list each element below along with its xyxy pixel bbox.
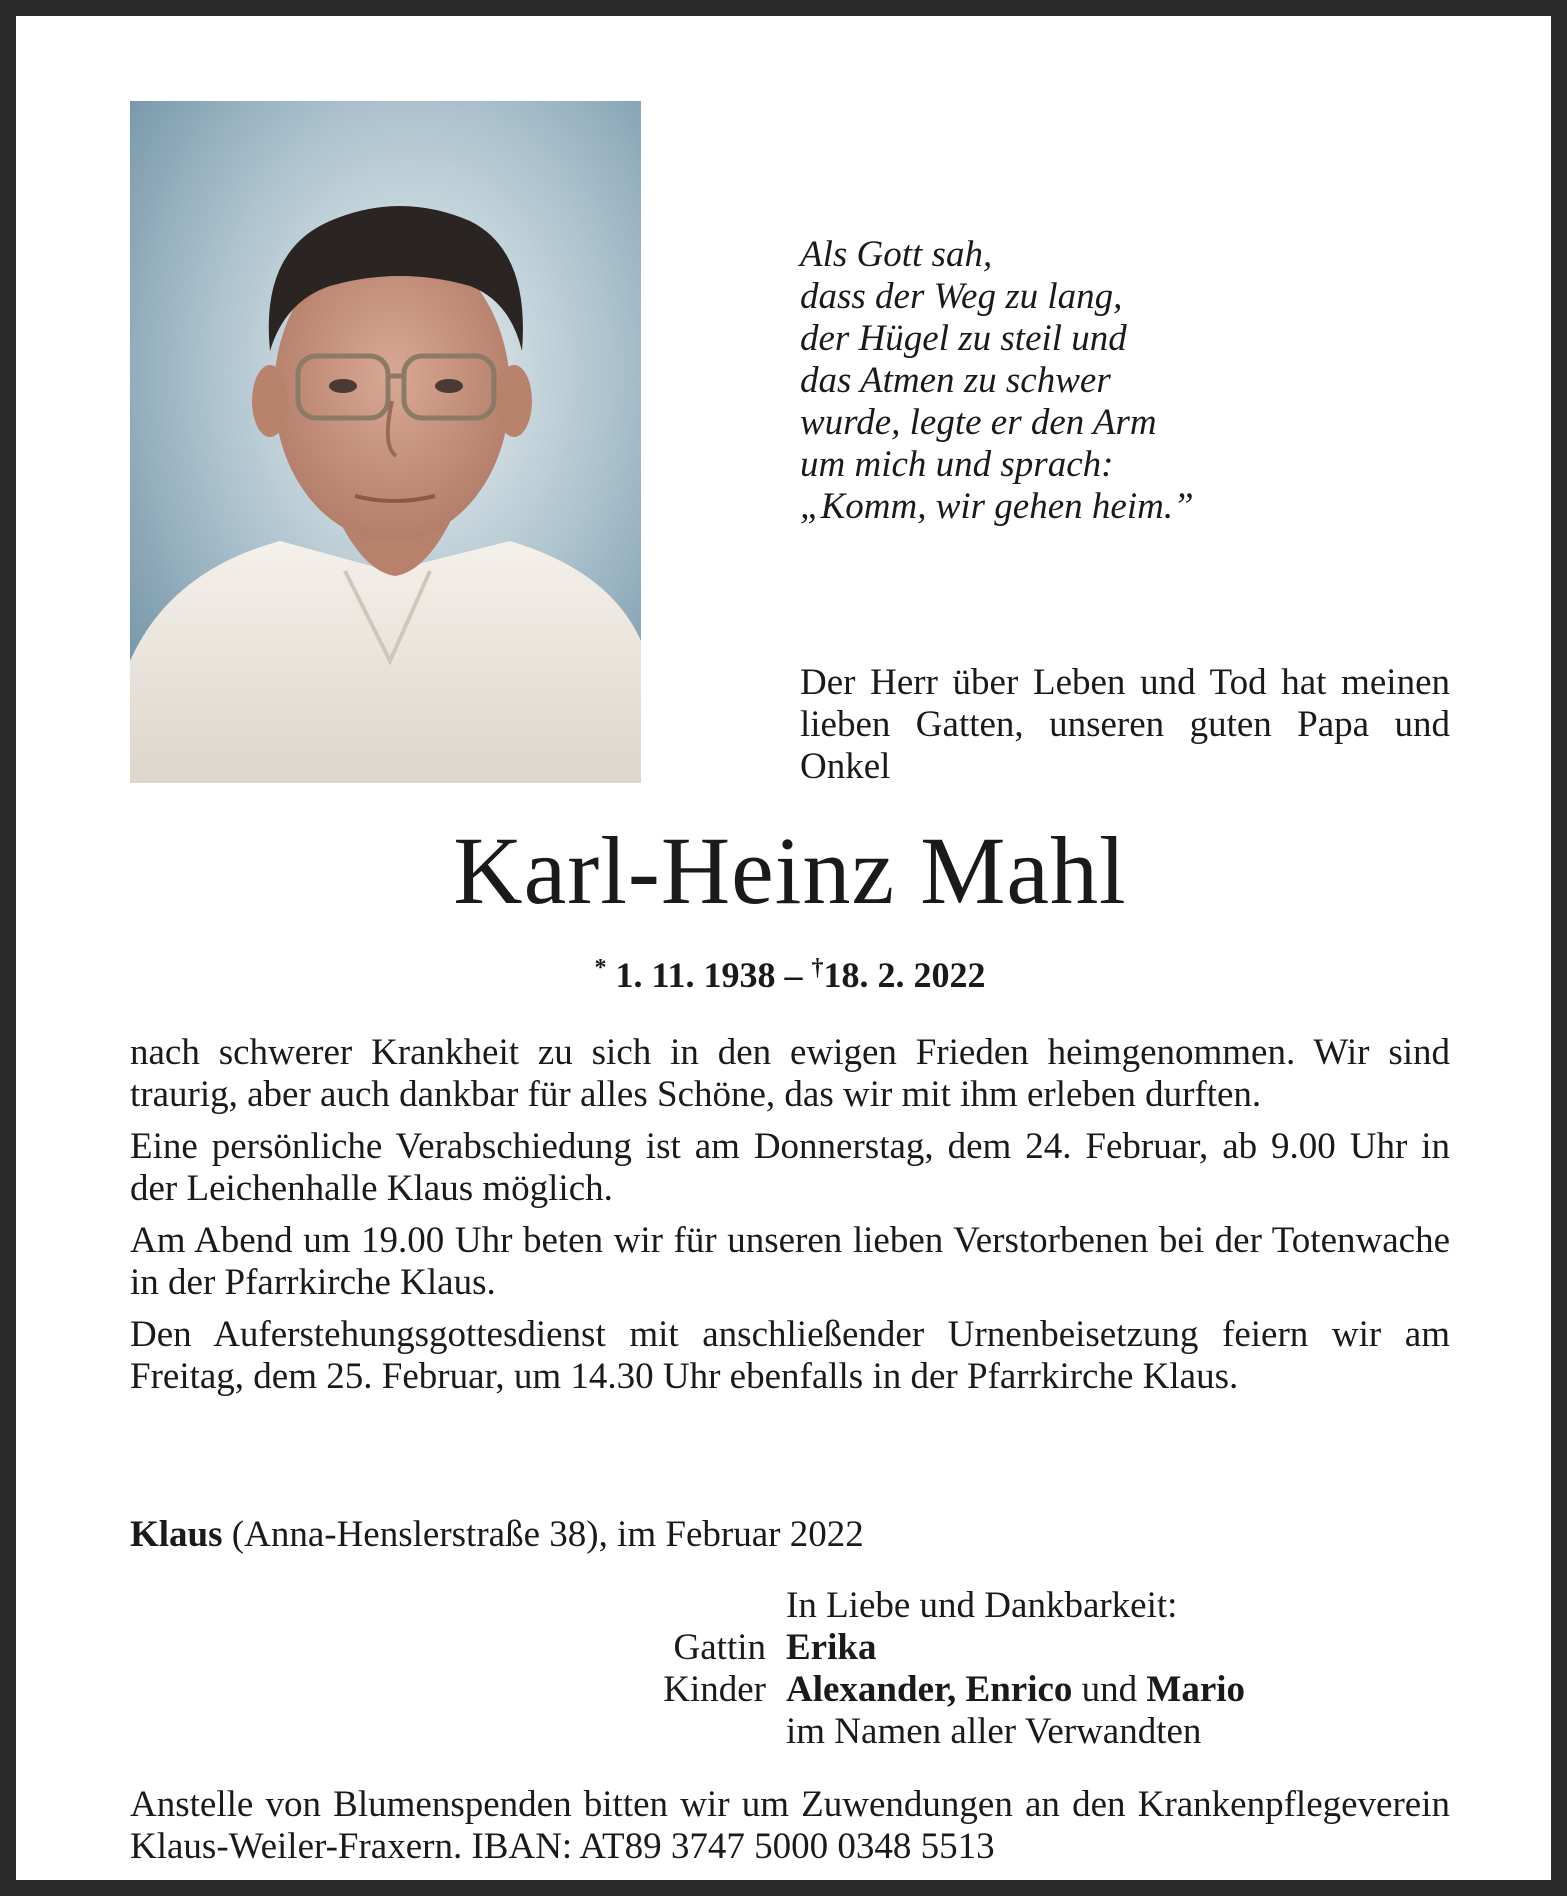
poem-line: wurde, legte er den Arm xyxy=(800,402,1157,443)
announcement-body xyxy=(130,1032,1450,1408)
family-heading-row xyxy=(130,1585,1450,1627)
body-paragraph: Am Abend um 19.00 Uhr beten wir für unseren lieben Verstorbenen bei der Totenwache in der Pfarrkirche Klaus. xyxy=(130,1220,1450,1303)
birth-date: 1. 11. 1938 xyxy=(615,955,776,995)
deceased-name: Karl-Heinz Mahl xyxy=(453,817,1127,924)
intro-text: Der Herr über Leben und Tod hat meinen lieben Gatten, unseren guten Papa und Onkel xyxy=(800,662,1450,787)
body-paragraph: Den Auferstehungsgottesdienst mit anschließender Urnenbeisetzung feiern wir am Freitag, dem 25. Februar, um 14.30 Uhr ebenfalls in der Pfarrkirche Klaus. xyxy=(130,1314,1450,1397)
life-dates xyxy=(130,946,1450,997)
death-symbol: † xyxy=(811,955,824,981)
poem xyxy=(800,234,1450,528)
poem-line: Als Gott sah, xyxy=(800,234,993,275)
death-date: 18. 2. 2022 xyxy=(823,955,986,995)
portrait-photo xyxy=(130,101,641,783)
spouse-row xyxy=(130,1627,1450,1669)
place-rest: (Anna-Henslerstraße 38), im Februar 2022 xyxy=(222,1514,864,1555)
spouse-name: Erika xyxy=(786,1627,877,1668)
family-footer: im Namen aller Verwandten xyxy=(786,1711,1202,1752)
children-conjunction: und xyxy=(1072,1669,1147,1710)
birth-symbol: * xyxy=(594,955,607,981)
children-role: Kinder xyxy=(663,1669,766,1710)
children-row xyxy=(130,1669,1450,1711)
poem-line: der Hügel zu steil und xyxy=(800,318,1127,359)
date-separator: – xyxy=(784,955,803,995)
body-paragraph: Eine persönliche Verabschiedung ist am Donnerstag, dem 24. Februar, ab 9.00 Uhr in der Leichenhalle Klaus möglich. xyxy=(130,1126,1450,1209)
donation-note: Anstelle von Blumenspenden bitten wir um Zuwendungen an den Krankenpflegeverein Klaus-Weiler-Fraxern. IBAN: AT89 3747 5000 0348 5513 xyxy=(130,1784,1450,1867)
children-names: Alexander, Enrico xyxy=(786,1669,1073,1710)
children-last-name: Mario xyxy=(1146,1669,1246,1710)
spouse-role: Gattin xyxy=(673,1627,766,1668)
poem-line: „Komm, wir gehen heim.” xyxy=(800,486,1194,527)
body-paragraph: nach schwerer Krankheit zu sich in den ewigen Frieden heimgenommen. Wir sind traurig, aber auch dankbar für alles Schöne, das wir mit ihm erleben durften. xyxy=(130,1032,1450,1115)
poem-line: dass der Weg zu lang, xyxy=(800,276,1123,317)
place-town: Klaus xyxy=(130,1514,223,1555)
family-footer-row xyxy=(130,1711,1450,1753)
family-heading: In Liebe und Dankbarkeit: xyxy=(786,1585,1178,1626)
poem-line: das Atmen zu schwer xyxy=(800,360,1111,401)
place-and-date xyxy=(130,1514,1450,1556)
family-signature xyxy=(130,1585,1450,1753)
poem-line: um mich und sprach: xyxy=(800,444,1114,485)
